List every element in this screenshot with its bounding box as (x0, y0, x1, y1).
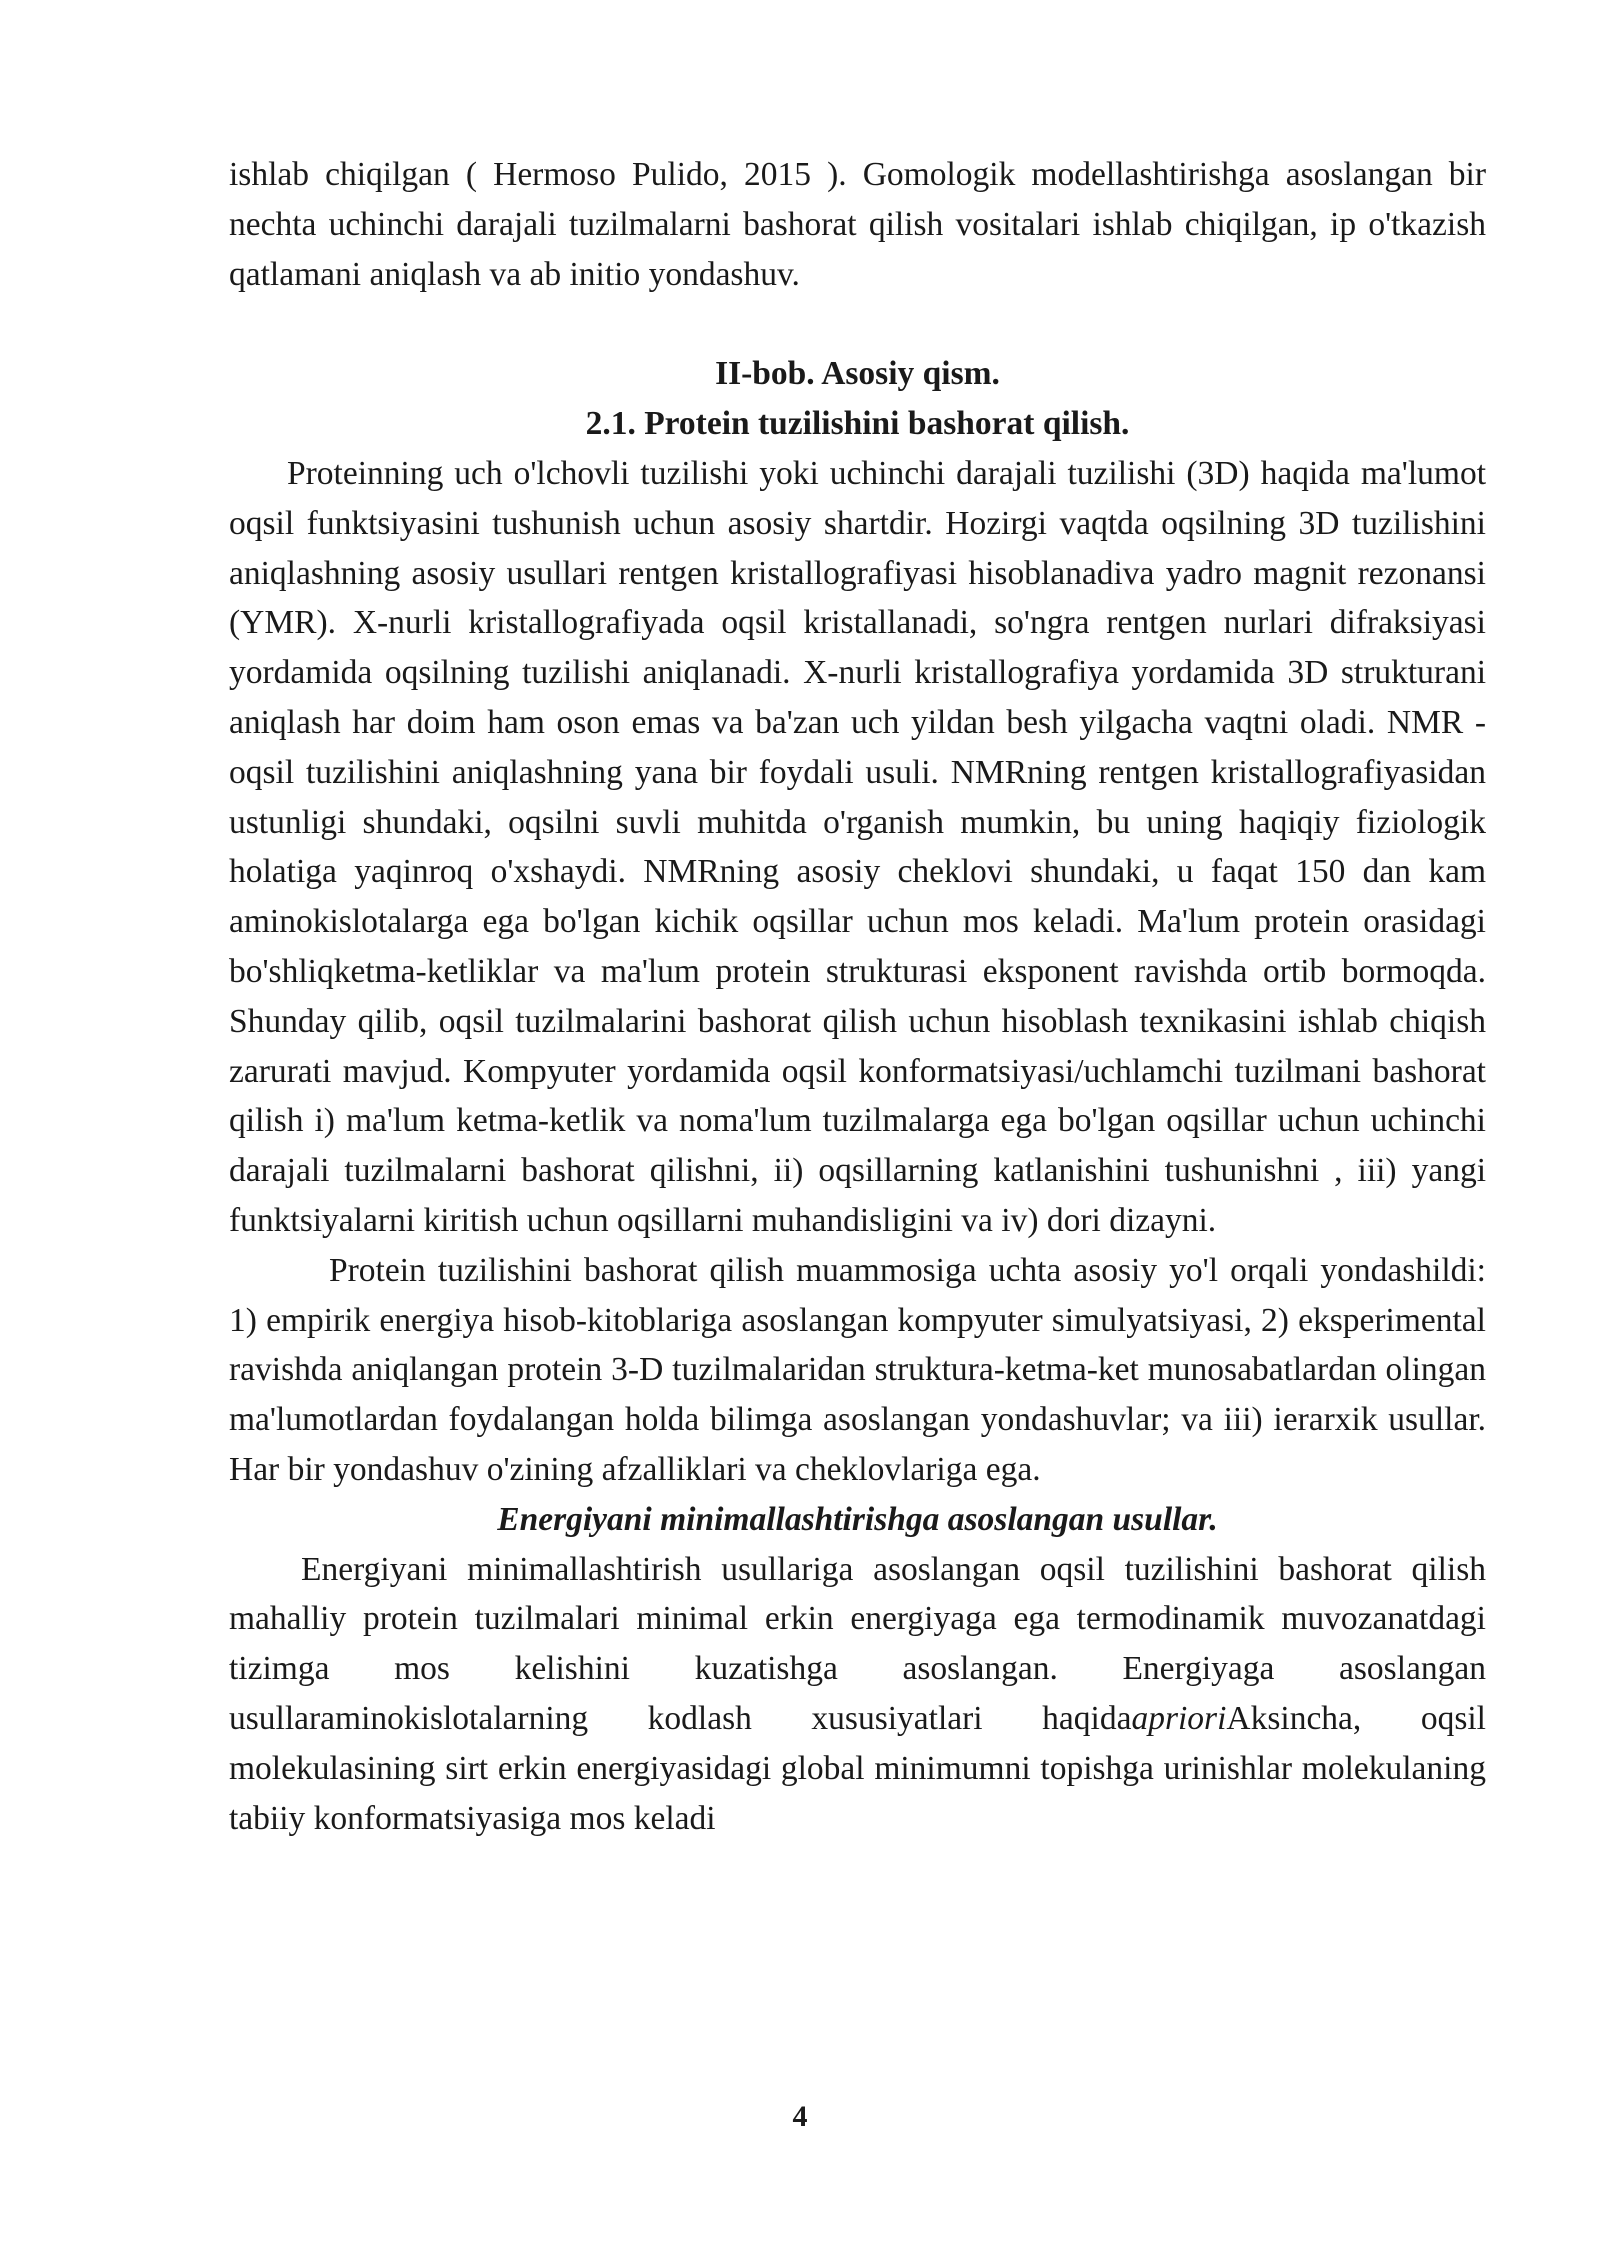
spacer (229, 299, 1486, 349)
paragraph-energy-methods-end: Aksincha, oqsil molekulasining sirt erkin energiyasidagi global minimumni topishga urinishlar molekulaning tabiiy konformatsiyasiga mos keladi (229, 1699, 1486, 1837)
page-number: 4 (792, 2100, 808, 2133)
subsection-title: Energiyani minimallashtirishga asoslangan usullar. (497, 1500, 1218, 1538)
paragraph-protein-structure: Proteinning uch o'lchovli tuzilishi yoki uchinchi darajali tuzilishi (3D) haqida ma'lumot oqsil funktsiyasini tushunish uchun asosiy shartdir. Hozirgi vaqtda oqsilning 3D tuzilishini aniqlashning asosiy usullari rentgen kristallografiyasi hisoblanadiva yadro magnit rezonansi (YMR). X-nurli kristallografiyada oqsil kristallanadi, so'ngra rentgen nurlari difraksiyasi yordamida oqsilning tuzilishi aniqlanadi. X-nurli kristallografiya yordamida 3D strukturani aniqlash har doim ham oson emas va ba'zan uch yildan besh yilgacha vaqtni oladi. NMR - oqsil tuzilishini aniqlashning yana bir foydali usuli. NMRning rentgen kristallografiyasidan ustunligi shundaki, oqsilni suvli muhitda o'rganish mumkin, bu uning haqiqiy fiziologik holatiga yaqinroq o'xshaydi. NMRning asosiy cheklovi shundaki, u faqat 150 dan kam aminokislotalarga ega bo'lgan kichik oqsillar uchun mos keladi. Ma'lum protein orasidagi bo'shliqketma-ketliklar va ma'lum protein strukturasi eksponent ravishda ortib bormoqda. Shunday qilib, oqsil tuzilmalarini bashorat qilish uchun hisoblash texnikasini ishlab chiqish zarurati mavjud. Kompyuter yordamida oqsil konformatsiyasi/uchlamchi tuzilmani bashorat qilish i) ma'lum ketma-ketlik va noma'lum tuzilmalarga ega bo'lgan oqsillar uchun uchinchi darajali tuzilmalarni bashorat qilishni, ii) oqsillarning katlanishini tushunishni , iii) yangi funktsiyalarni kiritish uchun oqsillarni muhandisligini va iv) dori dizayni. (229, 454, 1486, 1239)
document-page (229, 150, 1486, 1843)
paragraph-energy-methods (229, 1545, 1486, 1844)
chapter-title: II-bob. Asosiy qism. (715, 355, 1000, 393)
paragraph-prediction-approaches: Protein tuzilishini bashorat qilish muammosiga uchta asosiy yo'l orqali yondashildi: 1) empirik energiya hisob-kitoblariga asoslangan kompyuter simulyatsiyasi, 2) eksperimental ravishda aniqlangan protein 3-D tuzilmalaridan struktura-ketma-ket munosabatlardan olingan ma'lumotlardan foydalangan holda bilimga asoslangan yondashuvlar; va iii) ierarxik usullar. Har bir yondashuv o'zining afzalliklari va cheklovlariga ega. (229, 1251, 1486, 1488)
paragraph-energy-methods-start: Energiyani minimallashtirish usullariga asoslangan oqsil tuzilishini bashorat qilish mahalliy protein tuzilmalari minimal erkin energiyaga ega termodinamik muvozanatdagi tizimga mos kelishini kuzatishga asoslangan. Energiyaga asoslangan usullaraminokislotalarning kodlash xususiyatlari haqida (229, 1550, 1486, 1737)
italic-term: apriori (1131, 1699, 1227, 1737)
section-title: 2.1. Protein tuzilishini bashorat qilish. (585, 405, 1130, 443)
paragraph-continuation: ishlab chiqilgan ( Hermoso Pulido, 2015 ). Gomologik modellashtirishga asoslangan bir nechta uchinchi darajali tuzilmalarni bashorat qilish vositalari ishlab chiqilgan, ip o'tkazish qatlamani aniqlash va ab initio yondashuv. (229, 156, 1486, 293)
